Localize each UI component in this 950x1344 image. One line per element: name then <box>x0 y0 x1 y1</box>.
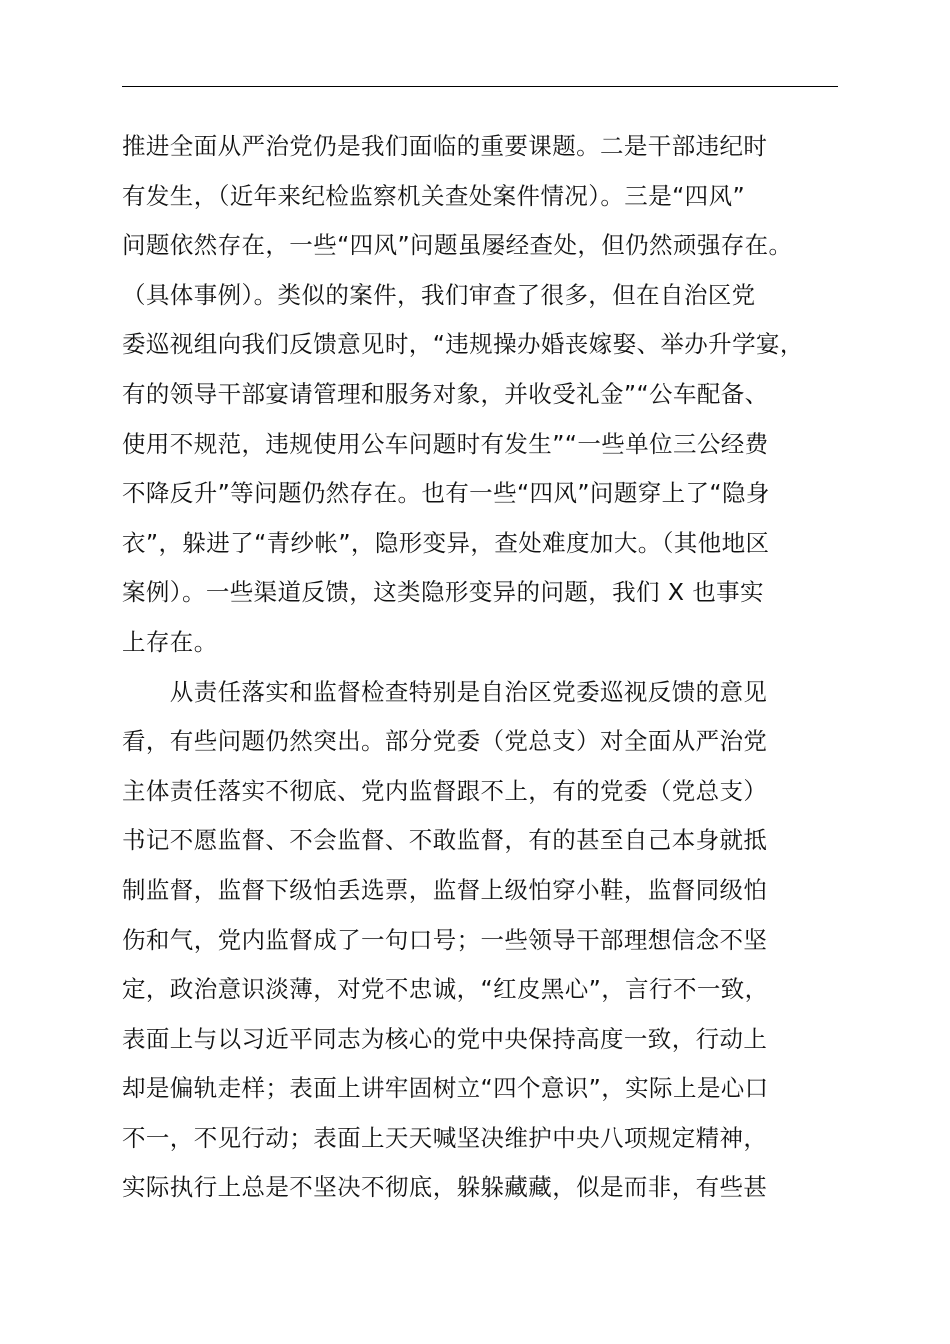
text-line: 实际执行上总是不坚决不彻底，躲躲藏藏，似是而非，有些甚 <box>122 1173 768 1202</box>
text-line: 有的领导干部宴请管理和服务对象，并收受礼金”“公车配备、 <box>122 379 769 408</box>
text-line: 主体责任落实不彻底、党内监督跟不上，有的党委（党总支） <box>122 776 768 805</box>
text-line: 衣”，躲进了“青纱帐”，隐形变异，查处难度加大。（其他地区 <box>122 528 770 557</box>
text-line: 上存在。 <box>122 627 218 656</box>
header-rule <box>122 86 838 87</box>
text-line: 有发生，（近年来纪检监察机关查处案件情况）。三是“四风” <box>122 181 746 210</box>
text-line: 不降反升”等问题仍然存在。也有一些“四风”问题穿上了“隐身 <box>122 479 770 508</box>
text-line: 伤和气，党内监督成了一句口号；一些领导干部理想信念不坚 <box>122 925 768 954</box>
text-line: 制监督，监督下级怕丢选票，监督上级怕穿小鞋，监督同级怕 <box>122 875 768 904</box>
text-line: 使用不规范，违规使用公车问题时有发生”“一些单位三公经费 <box>122 429 769 458</box>
paragraph-start-line: 从责任落实和监督检查特别是自治区党委巡视反馈的意见 <box>122 677 768 706</box>
text-line: 委巡视组向我们反馈意见时，“违规操办婚丧嫁娶、举办升学宴， <box>122 330 804 359</box>
text-line: 不一，不见行动；表面上天天喊坚决维护中央八项规定精神， <box>122 1123 768 1152</box>
text-line: 表面上与以习近平同志为核心的党中央保持高度一致，行动上 <box>122 1024 768 1053</box>
text-line: 看，有些问题仍然突出。部分党委（党总支）对全面从严治党 <box>122 727 768 756</box>
text-line: （具体事例）。类似的案件，我们审查了很多，但在自治区党 <box>122 280 756 309</box>
text-line: 案例）。一些渠道反馈，这类隐形变异的问题，我们 X 也事实 <box>122 578 764 607</box>
text-line: 书记不愿监督、不会监督、不敢监督，有的甚至自己本身就抵 <box>122 826 768 855</box>
body-text <box>122 122 838 1213</box>
text-line: 定，政治意识淡薄，对党不忠诚，“红皮黑心”，言行不一致， <box>122 975 769 1004</box>
text-line: 推进全面从严治党仍是我们面临的重要课题。二是干部违纪时 <box>122 132 768 160</box>
text-line: 却是偏轨走样；表面上讲牢固树立“四个意识”，实际上是心口 <box>122 1074 769 1103</box>
text-line: 问题依然存在，一些“四风”问题虽屡经查处，但仍然顽强存在。 <box>122 231 793 260</box>
